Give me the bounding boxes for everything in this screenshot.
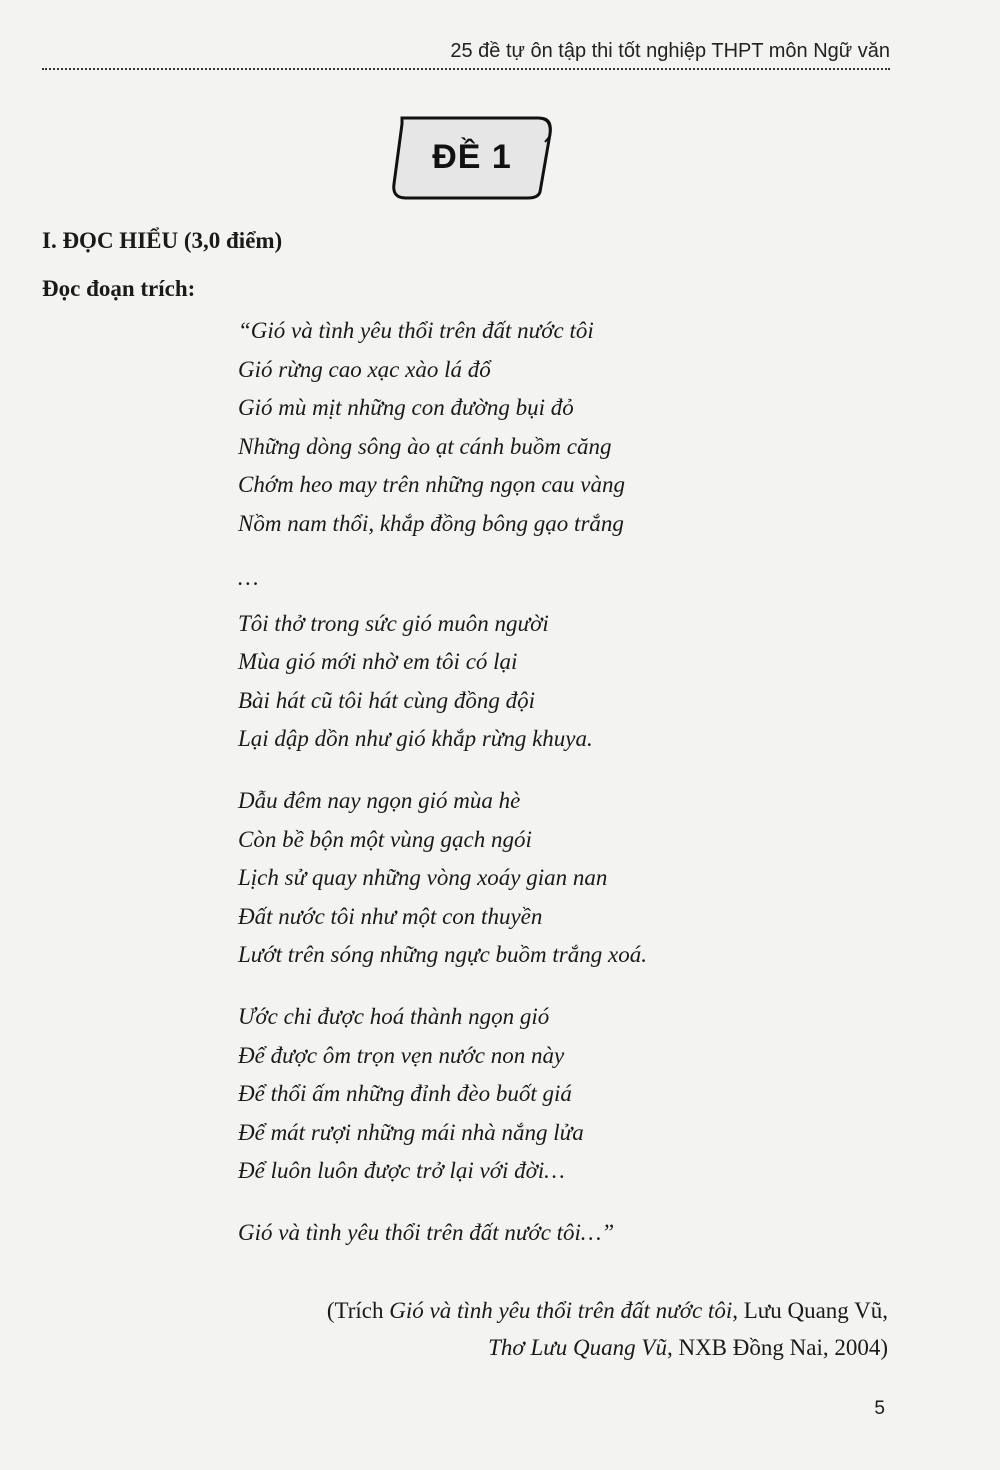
poem-stanza-1 bbox=[238, 312, 888, 544]
poem-line: Lại dập dồn như gió khắp rừng khuya. bbox=[238, 726, 593, 752]
poem-stanza-3 bbox=[238, 782, 888, 975]
poem-line: Chớm heo may trên những ngọn cau vàng bbox=[238, 472, 626, 498]
poem-line: Gió rừng cao xạc xào lá đổ bbox=[238, 356, 491, 382]
poem-line: Nồm nam thổi, khắp đồng bông gạo trắng bbox=[238, 510, 624, 536]
poem-line: Đất nước tôi như một con thuyền bbox=[238, 903, 543, 929]
badge-label: ĐỀ 1 bbox=[432, 138, 512, 176]
header-dotted-rule bbox=[42, 68, 890, 70]
section-title: I. ĐỌC HIỂU (3,0 điểm) bbox=[42, 228, 283, 253]
poem-line: Những dòng sông ào ạt cánh buồm căng bbox=[238, 433, 612, 459]
citation-book-title: Thơ Lưu Quang Vũ bbox=[488, 1335, 667, 1360]
poem-line: Để luôn luôn được trở lại với đời… bbox=[238, 1158, 565, 1184]
citation-prefix: (Trích bbox=[326, 1298, 390, 1323]
poem-line: Lướt trên sóng những ngực buồm trắng xoá. bbox=[238, 942, 647, 968]
poem-closing-stanza bbox=[238, 1214, 888, 1253]
poem-line: Tôi thở trong sức gió muôn người bbox=[238, 610, 549, 636]
page-number: 5 bbox=[874, 1398, 885, 1419]
running-header: 25 đề tự ôn tập thi tốt nghiệp THPT môn Ngữ văn bbox=[450, 40, 890, 62]
source-citation bbox=[327, 1292, 888, 1366]
poem-line: Để được ôm trọn vẹn nước non này bbox=[238, 1042, 565, 1068]
citation-publisher: , NXB Đồng Nai, 2004) bbox=[666, 1335, 888, 1360]
poem-line: Lịch sử quay những vòng xoáy gian nan bbox=[238, 865, 608, 891]
poem-omission-mark: … bbox=[238, 564, 259, 590]
poem-line: Gió mù mịt những con đường bụi đỏ bbox=[238, 395, 574, 421]
poem-stanza-2 bbox=[238, 605, 888, 759]
poem-line: Ước chi được hoá thành ngọn gió bbox=[238, 1003, 550, 1029]
citation-author: , Lưu Quang Vũ, bbox=[732, 1298, 888, 1323]
poem-line: Mùa gió mới nhờ em tôi có lại bbox=[238, 649, 518, 675]
poem-stanza-4 bbox=[238, 998, 888, 1191]
poem-line: “Gió và tình yêu thổi trên đất nước tôi bbox=[238, 318, 594, 343]
citation-line-2 bbox=[327, 1329, 888, 1366]
citation-line-1 bbox=[327, 1292, 888, 1329]
poem-line: Dẫu đêm nay ngọn gió mùa hè bbox=[238, 787, 521, 813]
poem-line: Để thổi ấm những đỉnh đèo buốt giá bbox=[238, 1081, 572, 1107]
poem-line: Còn bề bộn một vùng gạch ngói bbox=[238, 826, 532, 852]
poem-line: Gió và tình yêu thổi trên đất nước tôi…” bbox=[238, 1219, 615, 1245]
exam-number-badge bbox=[388, 112, 556, 202]
reading-instruction: Đọc đoạn trích: bbox=[42, 276, 196, 301]
poem-line: Để mát rượi những mái nhà nắng lửa bbox=[238, 1119, 584, 1145]
poem-line: Bài hát cũ tôi hát cùng đồng đội bbox=[238, 687, 536, 713]
poem-excerpt bbox=[238, 312, 888, 1275]
citation-work-title: Gió và tình yêu thổi trên đất nước tôi bbox=[389, 1298, 733, 1323]
